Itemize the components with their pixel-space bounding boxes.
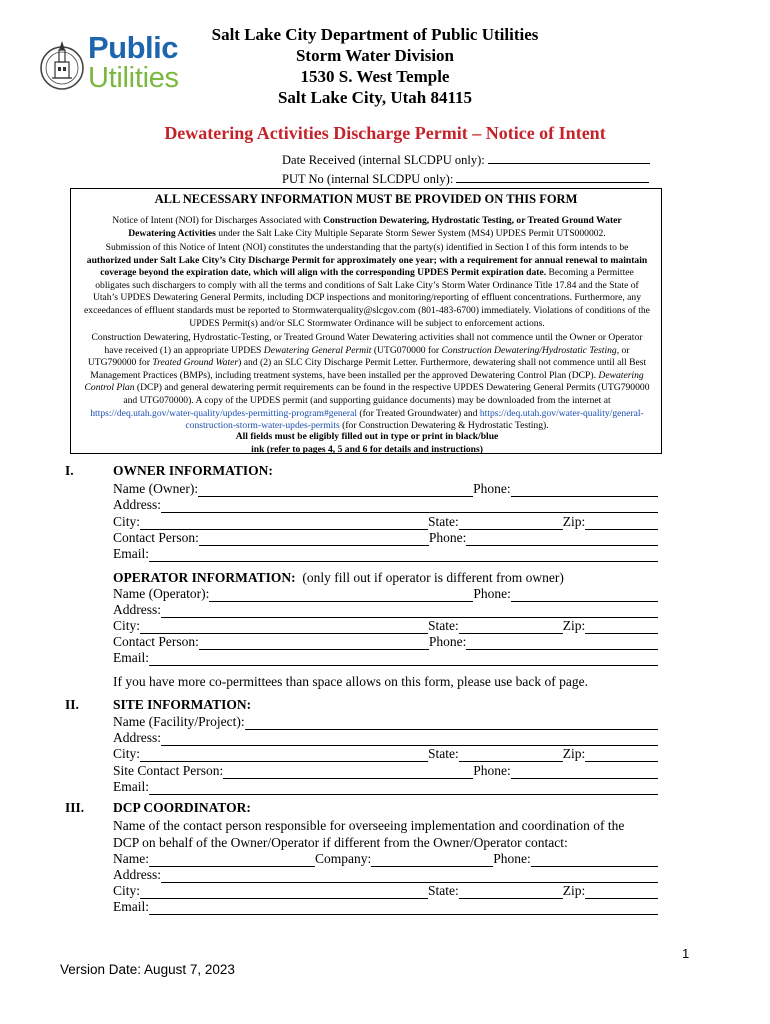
dcp-email-row [113, 899, 658, 915]
dcp-name-field[interactable] [149, 853, 315, 867]
notice-heading: ALL NECESSARY INFORMATION MUST BE PROVIDED ON THIS FORM [154, 192, 578, 206]
owner-contact-field[interactable] [199, 532, 429, 546]
dcp-city-label: City: [113, 883, 141, 898]
put-no-label: PUT No (internal SLCDPU only): [282, 172, 454, 186]
site-address-field[interactable] [161, 732, 658, 746]
notice-p3-text-j: (for Treated Groundwater) and [357, 407, 480, 419]
owner-phone-label: Phone: [473, 481, 511, 496]
dcp-company-label: Company: [315, 851, 372, 866]
section-3-number: III. [65, 800, 85, 815]
site-email-row [113, 779, 658, 795]
site-address-label: Address: [113, 730, 161, 745]
operator-name-field[interactable] [209, 588, 473, 602]
operator-state-field[interactable] [459, 620, 563, 634]
operator-contact-label: Contact Person: [113, 634, 199, 649]
dcp-phone-field[interactable] [531, 853, 658, 867]
put-no-field[interactable] [456, 170, 649, 183]
owner-city-label: City: [113, 514, 141, 529]
dcp-description-line1: Name of the contact person responsible for overseeing implementation and coordination of the [113, 818, 625, 833]
owner-name-field[interactable] [198, 483, 473, 497]
notice-p1-text-2: under the Salt Lake City Multiple Separate Storm Sewer System (MS4) UPDES Permit UTS000002. [215, 227, 606, 239]
notice-p3-text-a: Construction Dewatering, Hydrostatic-Testing, or Treated Ground Water Dewatering activities shall not commence until the Owner or Operator have received (1) an appropriate UPDES [91, 332, 643, 356]
site-name-row [113, 714, 658, 730]
dcp-state-field[interactable] [459, 885, 563, 899]
dcp-address-row [113, 867, 658, 883]
operator-contact-phone-field[interactable] [466, 636, 658, 650]
construction-storm-water-link[interactable]: https://deq.utah.gov/water-quality/general-construction-storm-water-updes-permits [185, 407, 644, 432]
notice-p3-text-c: (UTG070000 for [371, 344, 442, 356]
notice-p3-italic-h: Dewatering Control Plan [84, 369, 644, 394]
operator-address-label: Address: [113, 602, 161, 617]
notice-p1-text: Notice of Intent (NOI) for Discharges Associated with [112, 215, 324, 226]
site-address-row [113, 730, 658, 746]
operator-info-note: (only fill out if operator is different from owner) [295, 570, 564, 585]
notice-p3-text-k: (for Construction Dewatering & Hydrostatic Testing). [339, 420, 549, 432]
operator-zip-label: Zip: [562, 618, 586, 633]
owner-phone-field[interactable] [511, 483, 658, 497]
dcp-phone-label: Phone: [493, 851, 531, 866]
updes-permitting-link[interactable]: https://deq.utah.gov/water-quality/updes-permitting-program#general [90, 407, 357, 419]
notice-p2-text: Submission of this Notice of Intent (NOI) constitutes the understanding that the party(s) identified in Section I of this form intends to be [105, 242, 629, 253]
public-utilities-logo [38, 30, 179, 96]
operator-email-row [113, 650, 658, 666]
notice-box [70, 188, 662, 454]
dcp-zip-label: Zip: [562, 883, 586, 898]
owner-email-label: Email: [113, 546, 149, 561]
owner-contact-phone-field[interactable] [466, 532, 658, 546]
notice-p2-bold: authorized under Salt Lake City’s City Discharge Permit for approximately one year; with a requirement for annual renewal to maintain coverage beyond the expiration date, which will align with the corresponding UPDES Permit expiration date. [86, 254, 648, 279]
owner-contact-phone-label: Phone: [428, 530, 467, 545]
notice-p3-italic-b: Dewatering General Permit [263, 344, 372, 356]
site-email-label: Email: [113, 779, 149, 794]
site-state-field[interactable] [459, 748, 563, 762]
owner-zip-field[interactable] [585, 516, 658, 530]
site-phone-field[interactable] [511, 765, 658, 779]
owner-name-row [113, 481, 658, 497]
dcp-name-row [113, 851, 658, 867]
put-no-row [282, 170, 649, 187]
dcp-address-field[interactable] [161, 869, 658, 883]
date-received-label: Date Received (internal SLCDPU only): [282, 153, 485, 167]
dcp-city-field[interactable] [140, 885, 428, 899]
site-phone-label: Phone: [473, 763, 511, 778]
notice-p3-italic-f: Treated Ground Water [152, 357, 239, 369]
date-received-row [282, 151, 650, 168]
site-name-field[interactable] [245, 716, 658, 730]
date-received-field[interactable] [488, 151, 650, 164]
site-email-field[interactable] [149, 781, 658, 795]
dcp-city-row [113, 883, 658, 899]
operator-city-label: City: [113, 618, 141, 633]
street-address: 1530 S. West Temple [300, 67, 450, 86]
operator-city-row [113, 618, 658, 634]
operator-name-label: Name (Operator): [113, 586, 210, 601]
owner-contact-label: Contact Person: [113, 530, 199, 545]
site-city-label: City: [113, 746, 141, 761]
logo-word-utilities: Utilities [88, 62, 179, 94]
site-name-label: Name (Facility/Project): [113, 714, 245, 729]
operator-info-heading-row [113, 569, 564, 586]
operator-info-heading: OPERATOR INFORMATION: [113, 570, 296, 585]
logo-word-public: Public [88, 30, 179, 65]
dcp-name-label: Name: [113, 851, 149, 866]
city-seal-icon [38, 36, 86, 94]
ink-instruction-line2: ink (refer to pages 4, 5 and 6 for details and instructions) [251, 443, 483, 455]
operator-city-field[interactable] [140, 620, 428, 634]
owner-address-row [113, 497, 658, 513]
notice-p3-text-i: (DCP) and general dewatering permit requirements can be found in the respective UPDES Dewatering General Permits (UTG790000 and UTG070000). A copy of the UPDES permit (and supporting guidance documents) may be downloaded from the internet at [123, 382, 650, 406]
site-contact-field[interactable] [223, 765, 473, 779]
operator-contact-phone-label: Phone: [428, 634, 467, 649]
owner-email-row [113, 546, 658, 562]
copermittees-note: If you have more co-permittees than space allows on this form, please use back of page. [113, 674, 588, 689]
notice-p3-text-e: or UTG790000 for [87, 344, 630, 369]
owner-email-field[interactable] [149, 548, 658, 562]
site-city-field[interactable] [140, 748, 428, 762]
operator-contact-row [113, 634, 658, 650]
dcp-coordinator-heading: DCP COORDINATOR: [113, 800, 251, 815]
notice-p3-italic-d: Construction Dewatering/Hydrostatic Testing, [441, 344, 620, 356]
operator-state-label: State: [428, 618, 459, 633]
owner-info-heading: OWNER INFORMATION: [113, 463, 273, 478]
notice-paragraph-2 [83, 242, 651, 330]
notice-paragraph-1 [83, 215, 651, 240]
operator-address-row [113, 602, 658, 618]
site-contact-label: Site Contact Person: [113, 763, 224, 778]
division-name: Storm Water Division [295, 46, 455, 65]
owner-zip-label: Zip: [562, 514, 586, 529]
dcp-state-label: State: [428, 883, 459, 898]
owner-city-field[interactable] [140, 516, 428, 530]
owner-city-row [113, 514, 658, 530]
site-state-label: State: [428, 746, 459, 761]
notice-paragraph-4 [83, 431, 651, 456]
page-number: 1 [682, 946, 690, 961]
owner-name-label: Name (Owner): [113, 481, 199, 496]
dcp-address-label: Address: [113, 867, 161, 882]
operator-contact-field[interactable] [199, 636, 429, 650]
owner-state-label: State: [428, 514, 459, 529]
operator-email-field[interactable] [149, 652, 658, 666]
ink-instruction-line1: All fields must be eligibly filled out in type or print in black/blue [235, 431, 499, 442]
operator-address-field[interactable] [161, 604, 658, 618]
operator-phone-label: Phone: [473, 586, 511, 601]
notice-p2-text-2: Becoming a Permittee obligates such dischargers to comply with all the terms and conditions of Salt Lake City’s Storm Water Ordinance Title 17.84 and the State of Utah’s UPDES Dewatering General Permits, including DCP inspections and monitoring/reporting of effluent concentrations. Furthermore, any exceedances of effluent standards must be reported to Stormwaterquality@slcgov.com (801-483-6700) immediately. Violations of conditions of the UPDES Permit(s) and/or SLC Stormwater Ordinance will be subject to enforcement actions. [84, 267, 650, 329]
notice-p1-bold-2: Dewatering Activities [128, 227, 216, 239]
version-date: Version Date: August 7, 2023 [60, 962, 235, 977]
city-state-zip: Salt Lake City, Utah 84115 [277, 88, 473, 107]
site-zip-field[interactable] [585, 748, 658, 762]
dcp-email-field[interactable] [149, 901, 658, 915]
site-city-row [113, 746, 658, 762]
dcp-company-field[interactable] [371, 853, 493, 867]
operator-phone-field[interactable] [511, 588, 658, 602]
dcp-description-line2: DCP on behalf of the Owner/Operator if different from the Owner/Operator contact: [113, 835, 568, 850]
section-1-number: I. [65, 463, 74, 478]
notice-paragraph-3 [83, 332, 651, 433]
department-name: Salt Lake City Department of Public Utilities [211, 25, 539, 44]
owner-contact-row [113, 530, 658, 546]
notice-p1-bold: Construction Dewatering, Hydrostatic Testing, or Treated Ground Water [323, 215, 622, 226]
document-title: Dewatering Activities Discharge Permit – Notice of Intent [164, 123, 606, 143]
owner-address-label: Address: [113, 497, 161, 512]
site-contact-row [113, 763, 658, 779]
operator-name-row [113, 586, 658, 602]
dcp-email-label: Email: [113, 899, 149, 914]
owner-state-field[interactable] [459, 516, 563, 530]
operator-email-label: Email: [113, 650, 149, 665]
dcp-zip-field[interactable] [585, 885, 658, 899]
section-2-number: II. [65, 697, 79, 712]
notice-p3-text-g: ) and (2) an SLC City Discharge Permit Letter. Furthermore, dewatering shall not commence until all Best Management Practices (BMPs), including treatment systems, have been installed per the approved Dewatering Control Plan (DCP). [90, 357, 647, 381]
site-info-heading: SITE INFORMATION: [113, 697, 252, 712]
site-zip-label: Zip: [562, 746, 586, 761]
owner-address-field[interactable] [161, 499, 658, 513]
operator-zip-field[interactable] [585, 620, 658, 634]
